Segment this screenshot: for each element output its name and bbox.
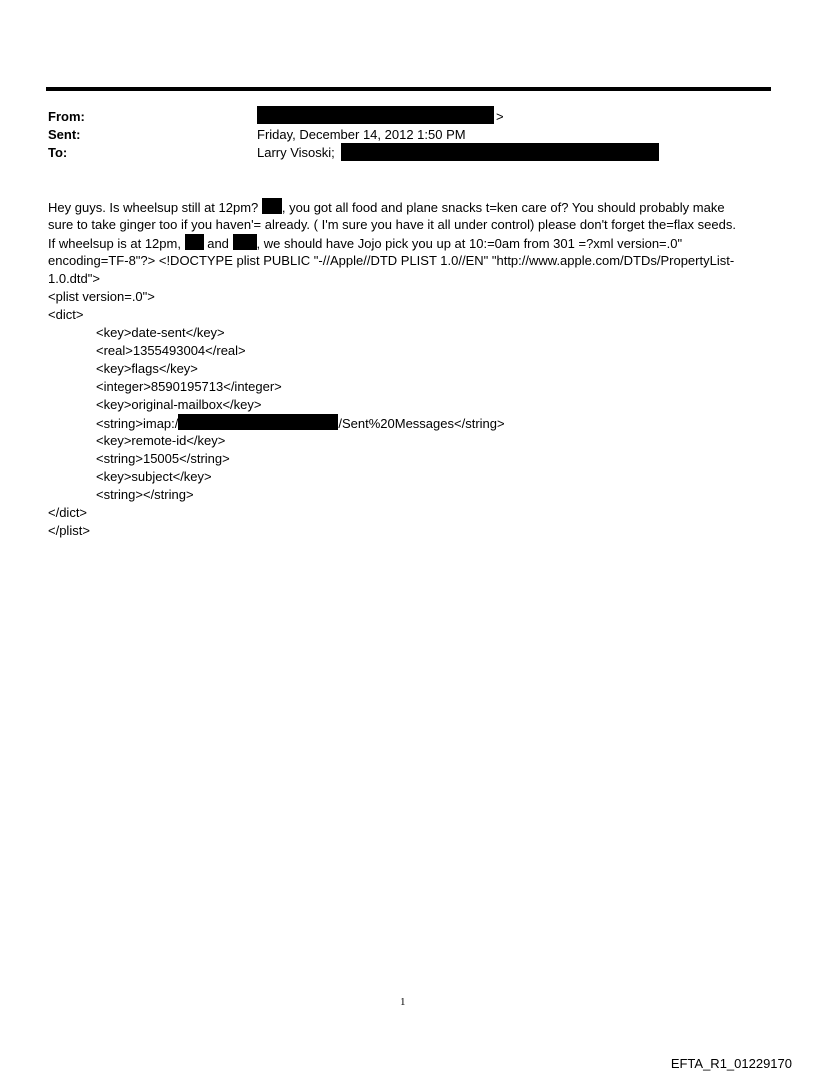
body-line: encoding=TF-8"?> <!DOCTYPE plist PUBLIC "-//Apple//DTD PLIST 1.0//EN" "http://www.apple.com/DTDs/PropertyList- xyxy=(48,253,735,268)
to-redaction xyxy=(341,143,659,161)
redaction-block xyxy=(262,198,282,214)
redaction-block xyxy=(233,234,257,250)
sent-value: Friday, December 14, 2012 1:50 PM xyxy=(257,127,466,142)
body-line xyxy=(48,234,778,252)
redaction-block xyxy=(178,414,338,430)
body-text: , you got all food and plane snacks t=ken care of? You should probably make xyxy=(281,200,725,215)
body-line: 1.0.dtd"> xyxy=(48,271,100,286)
header-rule xyxy=(46,87,771,91)
document-id: EFTA_R1_01229170 xyxy=(670,1056,792,1071)
body-line: <plist version=.0"> xyxy=(48,289,155,304)
from-redaction xyxy=(257,106,494,124)
body-line: <string>15005</string> xyxy=(96,451,230,466)
body-line: <real>1355493004</real> xyxy=(96,343,246,358)
sent-label: Sent: xyxy=(48,127,81,142)
body-text: and xyxy=(207,236,229,251)
to-label: To: xyxy=(48,145,68,160)
body-line: <key>original-mailbox</key> xyxy=(96,397,262,412)
page-number: 1 xyxy=(400,996,406,1008)
body-text: /Sent%20Messages</string> xyxy=(338,416,505,431)
body-line: <key>date-sent</key> xyxy=(96,325,225,340)
body-text: If wheelsup is at 12pm, xyxy=(48,236,181,251)
redaction-block xyxy=(185,234,204,250)
body-text: Hey guys. Is wheelsup still at 12pm? xyxy=(48,200,259,215)
body-line: <integer>8590195713</integer> xyxy=(96,379,282,394)
from-label: From: xyxy=(48,109,85,124)
body-text: <string>imap:/ xyxy=(96,416,179,431)
body-line: sure to take ginger too if you haven'= already. ( I'm sure you have it all under control) please don't forget the=flax seeds. xyxy=(48,217,736,232)
body-line: </plist> xyxy=(48,523,90,538)
body-line: <dict> xyxy=(48,307,84,322)
body-line: </dict> xyxy=(48,505,88,520)
body-line: <key>flags</key> xyxy=(96,361,198,376)
body-line: <string></string> xyxy=(96,487,194,502)
to-value: Larry Visoski; xyxy=(257,145,335,160)
from-suffix: > xyxy=(496,109,504,124)
body-line xyxy=(48,414,778,432)
body-line: <key>remote-id</key> xyxy=(96,433,226,448)
email-body xyxy=(48,198,778,540)
body-line: <key>subject</key> xyxy=(96,469,212,484)
body-line xyxy=(48,198,778,216)
body-text: , we should have Jojo pick you up at 10:=0am from 301 =?xml version=.0" xyxy=(256,236,683,251)
